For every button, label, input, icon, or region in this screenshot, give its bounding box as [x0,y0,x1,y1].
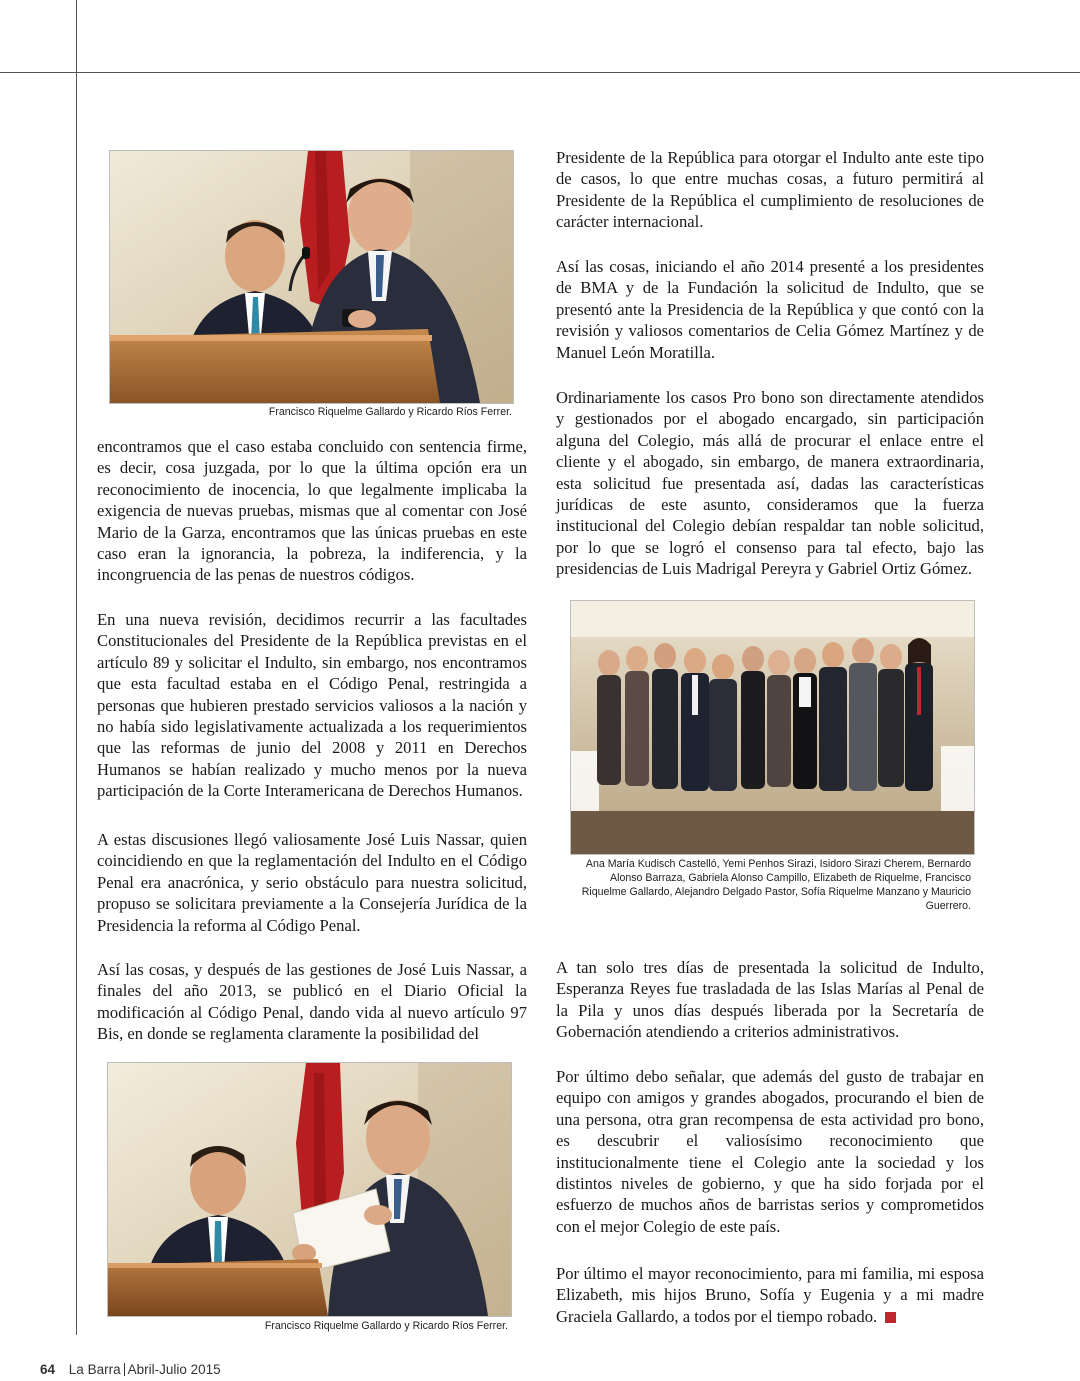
photo-ceremony-top [109,150,514,404]
caption-photo-top: Francisco Riquelme Gallardo y Ricardo Ríos Ferrer. [268,406,512,418]
body-paragraph: En una nueva revisión, decidimos recurrir a las facultades Constitucionales del Presidente de la República previstas en el artículo 89 y solicitar el Indulto, sin embargo, nos encontramos que esta facultad estaba en el Código Penal, restringida a personas que hubieren prestado servicios valiosos a la nación y no había sido legislativamente actualizada a los requerimientos que las reformas de junio del 2008 y 2011 en Derechos Humanos se habían realizado y mucho menos por la nueva participación de la Corte Interamericana de Derechos Humanos. [97,610,527,801]
final-paragraph-text: Por último el mayor reconocimiento, para mi familia, mi esposa Elizabeth, mis hijos Bruno, Sofía y Eugenia y a mi madre Graciela Gallardo, a todos por el tiempo robado. [556,1264,984,1326]
photo-ceremony-bottom [107,1062,512,1317]
left-margin-rule [76,0,77,1335]
photo-group [570,600,975,855]
issue-date: Abril-Julio 2015 [127,1362,221,1377]
body-paragraph: encontramos que el caso estaba concluido con sentencia firme, es decir, cosa juzgada, por lo que la última opción era un reconocimiento de inocencia, lo que legalmente implicaba la exigencia de nuevas pruebas, mismas que al comentar con José Mario de la Garza, encontramos que las únicas pruebas en este caso eran la ignorancia, la pobreza, la indiferencia, y la incongruencia de las penas de nuestros códigos. [97,437,527,585]
footer-separator [124,1363,125,1376]
photo-ceremony-top-illustration [110,151,513,403]
body-paragraph: Así las cosas, iniciando el año 2014 presenté a los presidentes de BMA y de la Fundación la solicitud de Indulto, que se presentó ante la Presidencia de la República y que contó con la revisión y valiosos comentarios de Celia Gómez Martínez y de Manuel León Moratilla. [556,257,984,362]
page-number: 64 [40,1362,56,1377]
photo-ceremony-bottom-illustration [108,1063,511,1316]
body-paragraph: A estas discusiones llegó valiosamente José Luis Nassar, quien coincidiendo en que la reglamentación del Indulto en el Código Penal era anacrónica, y serio obstáculo para nuestra solicitud, propuso se solicitara previamente a la Consejería Jurídica de la Presidencia la reforma al Código Penal. [97,830,527,935]
body-paragraph: Así las cosas, y después de las gestiones de José Luis Nassar, a finales del año 2013, se publicó en el Diario Oficial la modificación al Código Penal, dando vida al nuevo artículo 97 Bis, en donde se reglamenta claramente la posibilidad del [97,960,527,1044]
body-paragraph-final [556,1263,984,1327]
page-footer [40,1362,221,1377]
body-paragraph: A tan solo tres días de presentada la solicitud de Indulto, Esperanza Reyes fue trasladada de las Islas Marías al Penal de la Pila y unos días después liberada por la Secretaría de Gobernación atendiendo a criterios administrativos. [556,958,984,1042]
body-paragraph: Ordinariamente los casos Pro bono son directamente atendidos y gestionados por el abogado encargado, sin participación alguna del Colegio, más allá de procurar el enlace entre el cliente y el abogado, sin embargo, de manera extraordinaria, esta solicitud fue presentada así, dadas las características jurídicas de este asunto, consideramos que la fuerza institucional del Colegio debían respaldar tan noble solicitud, por lo que se logró el consenso para tal efecto, bajo las presidencias de Luis Madrigal Pereyra y Gabriel Ortiz Gómez. [556,388,984,579]
body-paragraph: Por último debo señalar, que además del gusto de trabajar en equipo con amigos y grandes abogados, procurando el bien de una persona, otra gran recompensa de esta actividad pro bono, es descubrir el valiosísimo reconocimiento que institucionalmente tiene el Colegio ante la sociedad y los distintos niveles de gobierno, y que ha sido forjada por el esfuerzo de muchos años de barristas serios y comprometidos con el mejor Colegio de este país. [556,1067,984,1236]
body-paragraph: Presidente de la República para otorgar el Indulto ante este tipo de casos, lo que entre muchas cosas, a futuro permitirá al Presidente de la República el cumplimiento de resoluciones de carácter internacional. [556,148,984,232]
top-rule [0,72,1080,73]
photo-group-illustration [571,601,974,854]
magazine-name: La Barra [68,1362,121,1377]
caption-photo-bottom: Francisco Riquelme Gallardo y Ricardo Ríos Ferrer. [264,1320,508,1332]
end-of-article-mark [885,1312,896,1323]
caption-photo-group: Ana María Kudisch Castelló, Yemi Penhos Sirazi, Isidoro Sirazi Cherem, Bernardo Alonso Barraza, Gabriela Alonso Campillo, Elizabeth de Riquelme, Francisco Riquelme Gallardo, Alejandro Delgado Pastor, Sofía Riquelme Manzano y Mauricio Guerrero. [581,858,971,912]
